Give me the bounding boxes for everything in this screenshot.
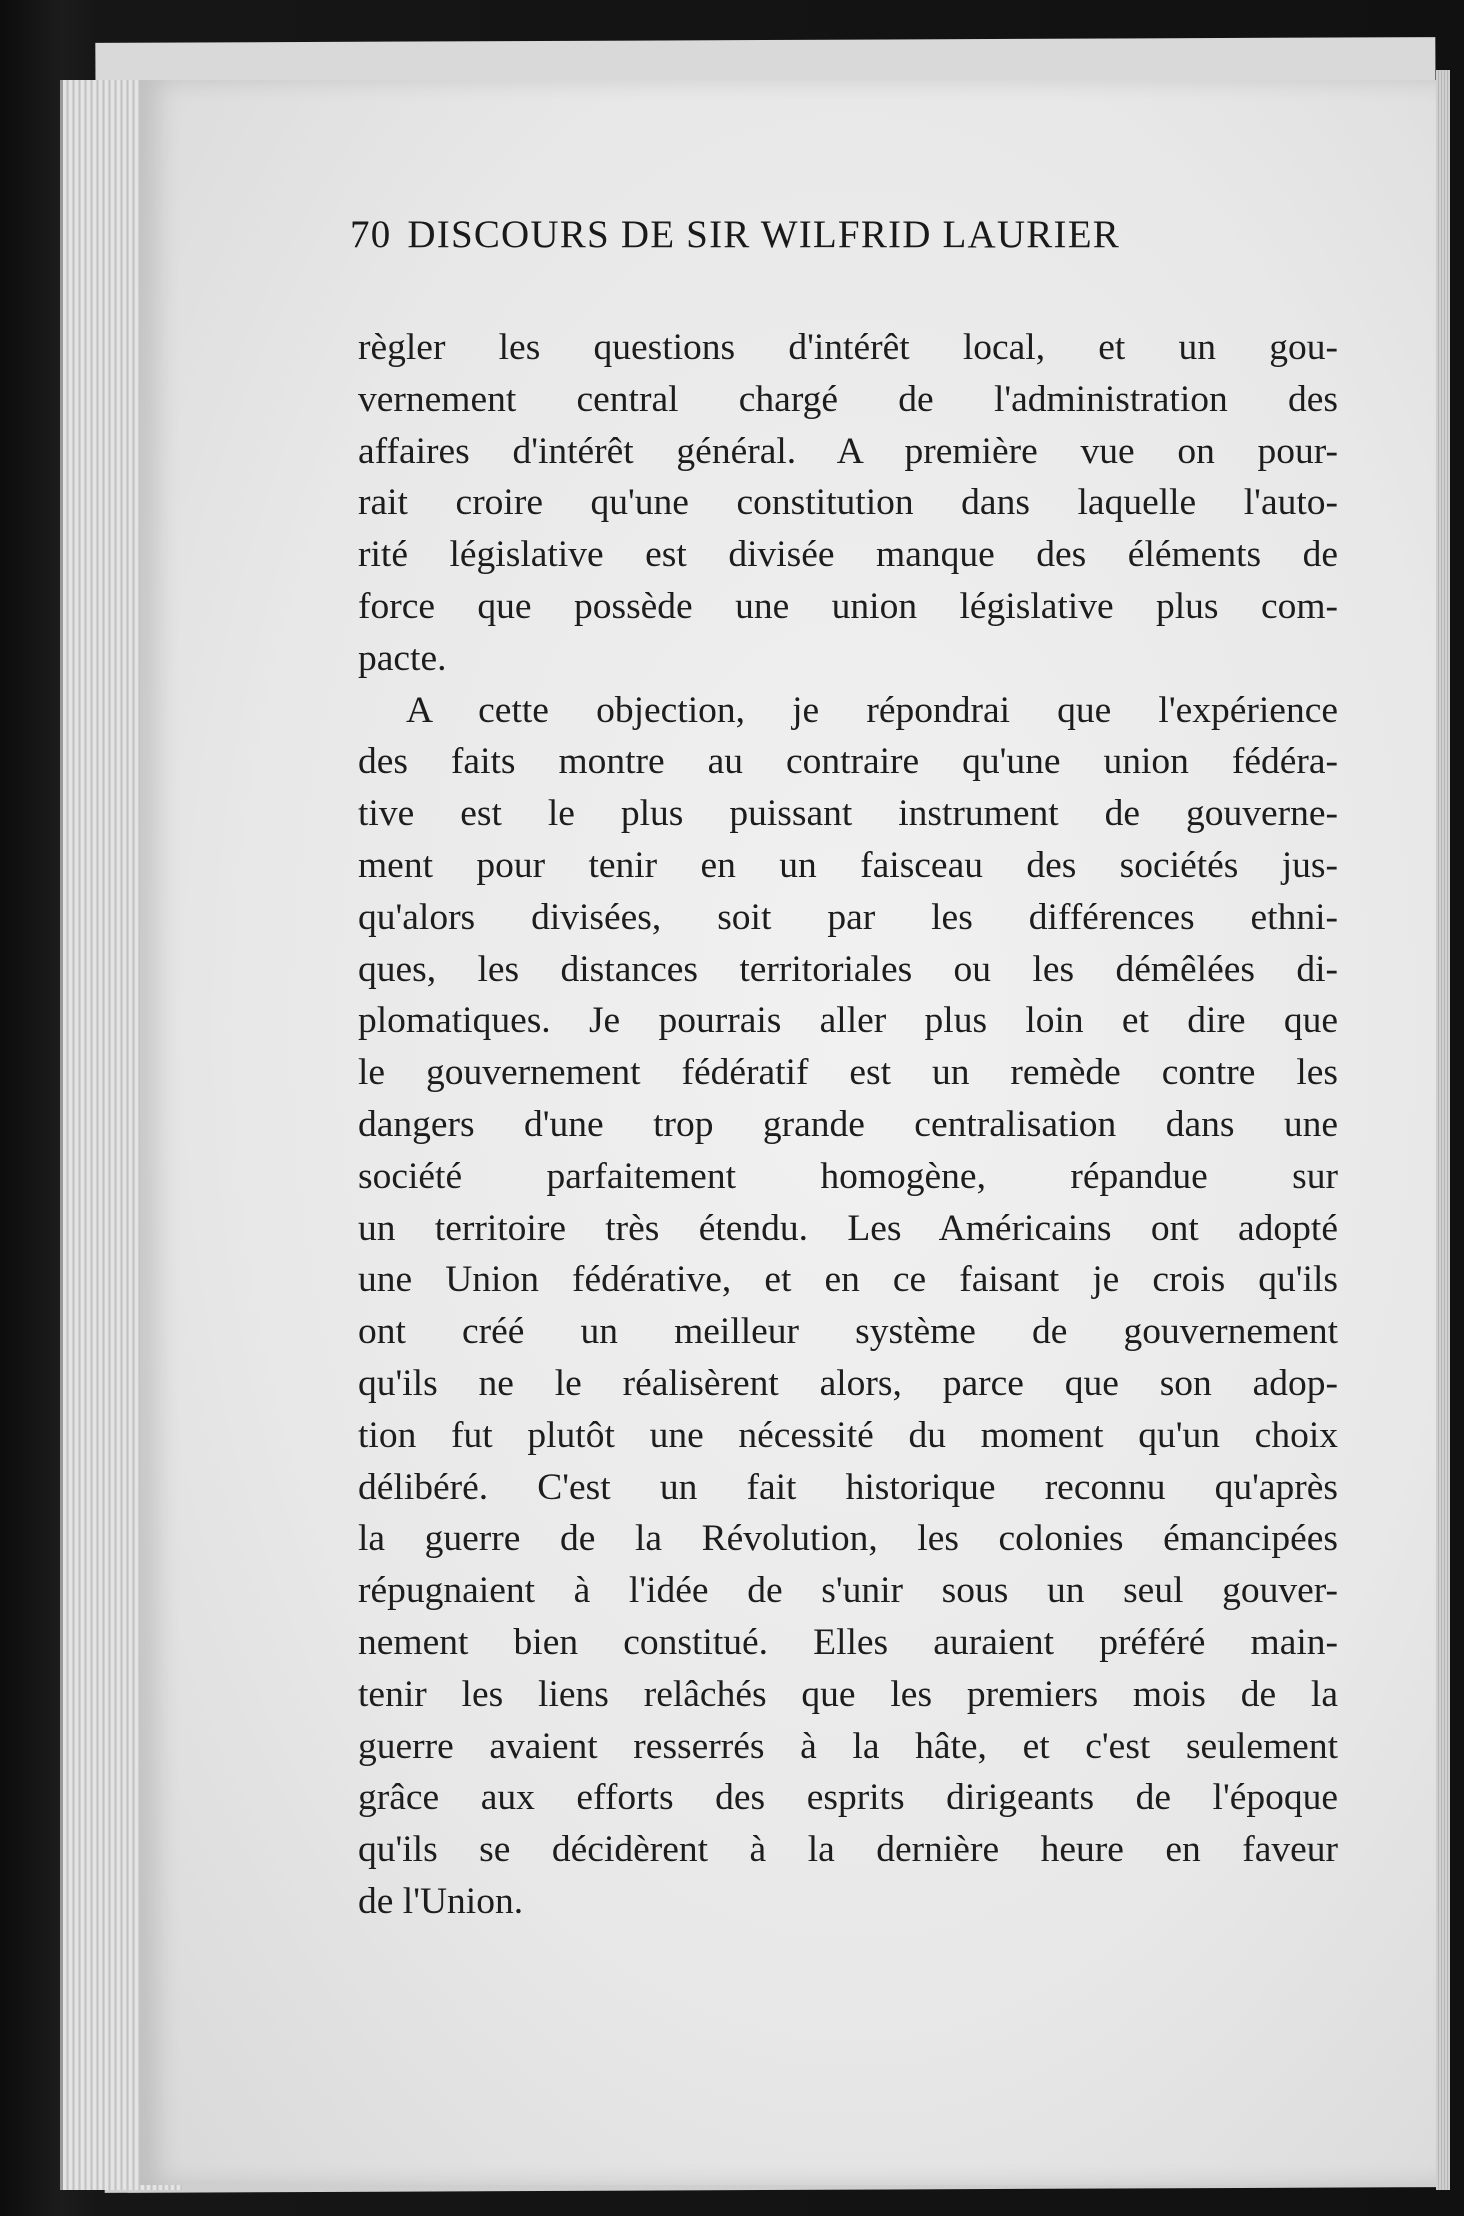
text-line: tenir les liens relâchés que les premiers mois de la	[358, 1673, 1338, 1715]
text-line: répugnaient à l'idée de s'unir sous un seul gouver-	[358, 1570, 1338, 1612]
text-line: rait croire qu'une constitution dans laquelle l'auto-	[358, 482, 1338, 524]
text-line: le gouvernement fédératif est un remède contre les	[358, 1052, 1338, 1094]
text-line: délibéré. C'est un fait historique reconnu qu'après	[358, 1466, 1338, 1508]
running-title: DISCOURS DE SIR WILFRID LAURIER	[407, 213, 1120, 256]
text-line: une Union fédérative, et en ce faisant je crois qu'ils	[358, 1259, 1338, 1301]
text-line: affaires d'intérêt général. A première vue on pour-	[358, 430, 1338, 472]
text-line: un territoire très étendu. Les Américains ont adopté	[358, 1207, 1338, 1249]
text-line: des faits montre au contraire qu'une union fédéra-	[358, 741, 1338, 783]
text-line: qu'ils ne le réalisèrent alors, parce que son adop-	[358, 1362, 1338, 1404]
text-line: la guerre de la Révolution, les colonies émancipées	[358, 1518, 1338, 1560]
text-line: qu'ils se décidèrent à la dernière heure en faveur	[358, 1829, 1338, 1871]
text-line: qu'alors divisées, soit par les différences ethni-	[358, 896, 1338, 938]
text-line: plomatiques. Je pourrais aller plus loin et dire que	[358, 1000, 1338, 1042]
text-line: force que possède une union législative plus com-	[358, 585, 1338, 627]
text-line: guerre avaient resserrés à la hâte, et c'est seulement	[358, 1725, 1338, 1767]
text-line: pacte.	[358, 637, 447, 679]
text-line: de l'Union.	[358, 1880, 524, 1922]
body-text	[358, 322, 1338, 1928]
text-line: rité législative est divisée manque des éléments de	[358, 534, 1338, 576]
text-line: dangers d'une trop grande centralisation dans une	[358, 1103, 1338, 1145]
page-number: 70	[350, 213, 392, 256]
text-line: nement bien constitué. Elles auraient préféré main-	[358, 1621, 1338, 1663]
text-line: ont créé un meilleur système de gouvernement	[358, 1311, 1338, 1353]
text-line: A cette objection, je répondrai que l'expérience	[406, 689, 1338, 731]
text-line: tive est le plus puissant instrument de gouverne-	[358, 793, 1338, 835]
text-line: vernement central chargé de l'administration des	[358, 378, 1338, 420]
text-line: ques, les distances territoriales ou les démêlées di-	[358, 948, 1338, 990]
page-right-edge	[1436, 70, 1450, 2190]
text-line: société parfaitement homogène, répandue sur	[358, 1155, 1338, 1197]
text-line: grâce aux efforts des esprits dirigeants de l'époque	[358, 1777, 1338, 1819]
text-line: tion fut plutôt une nécessité du moment qu'un choix	[358, 1414, 1338, 1456]
text-line: règler les questions d'intérêt local, et un gou-	[358, 327, 1338, 368]
text-line: ment pour tenir en un faisceau des sociétés jus-	[358, 844, 1338, 886]
running-header	[350, 212, 1300, 257]
